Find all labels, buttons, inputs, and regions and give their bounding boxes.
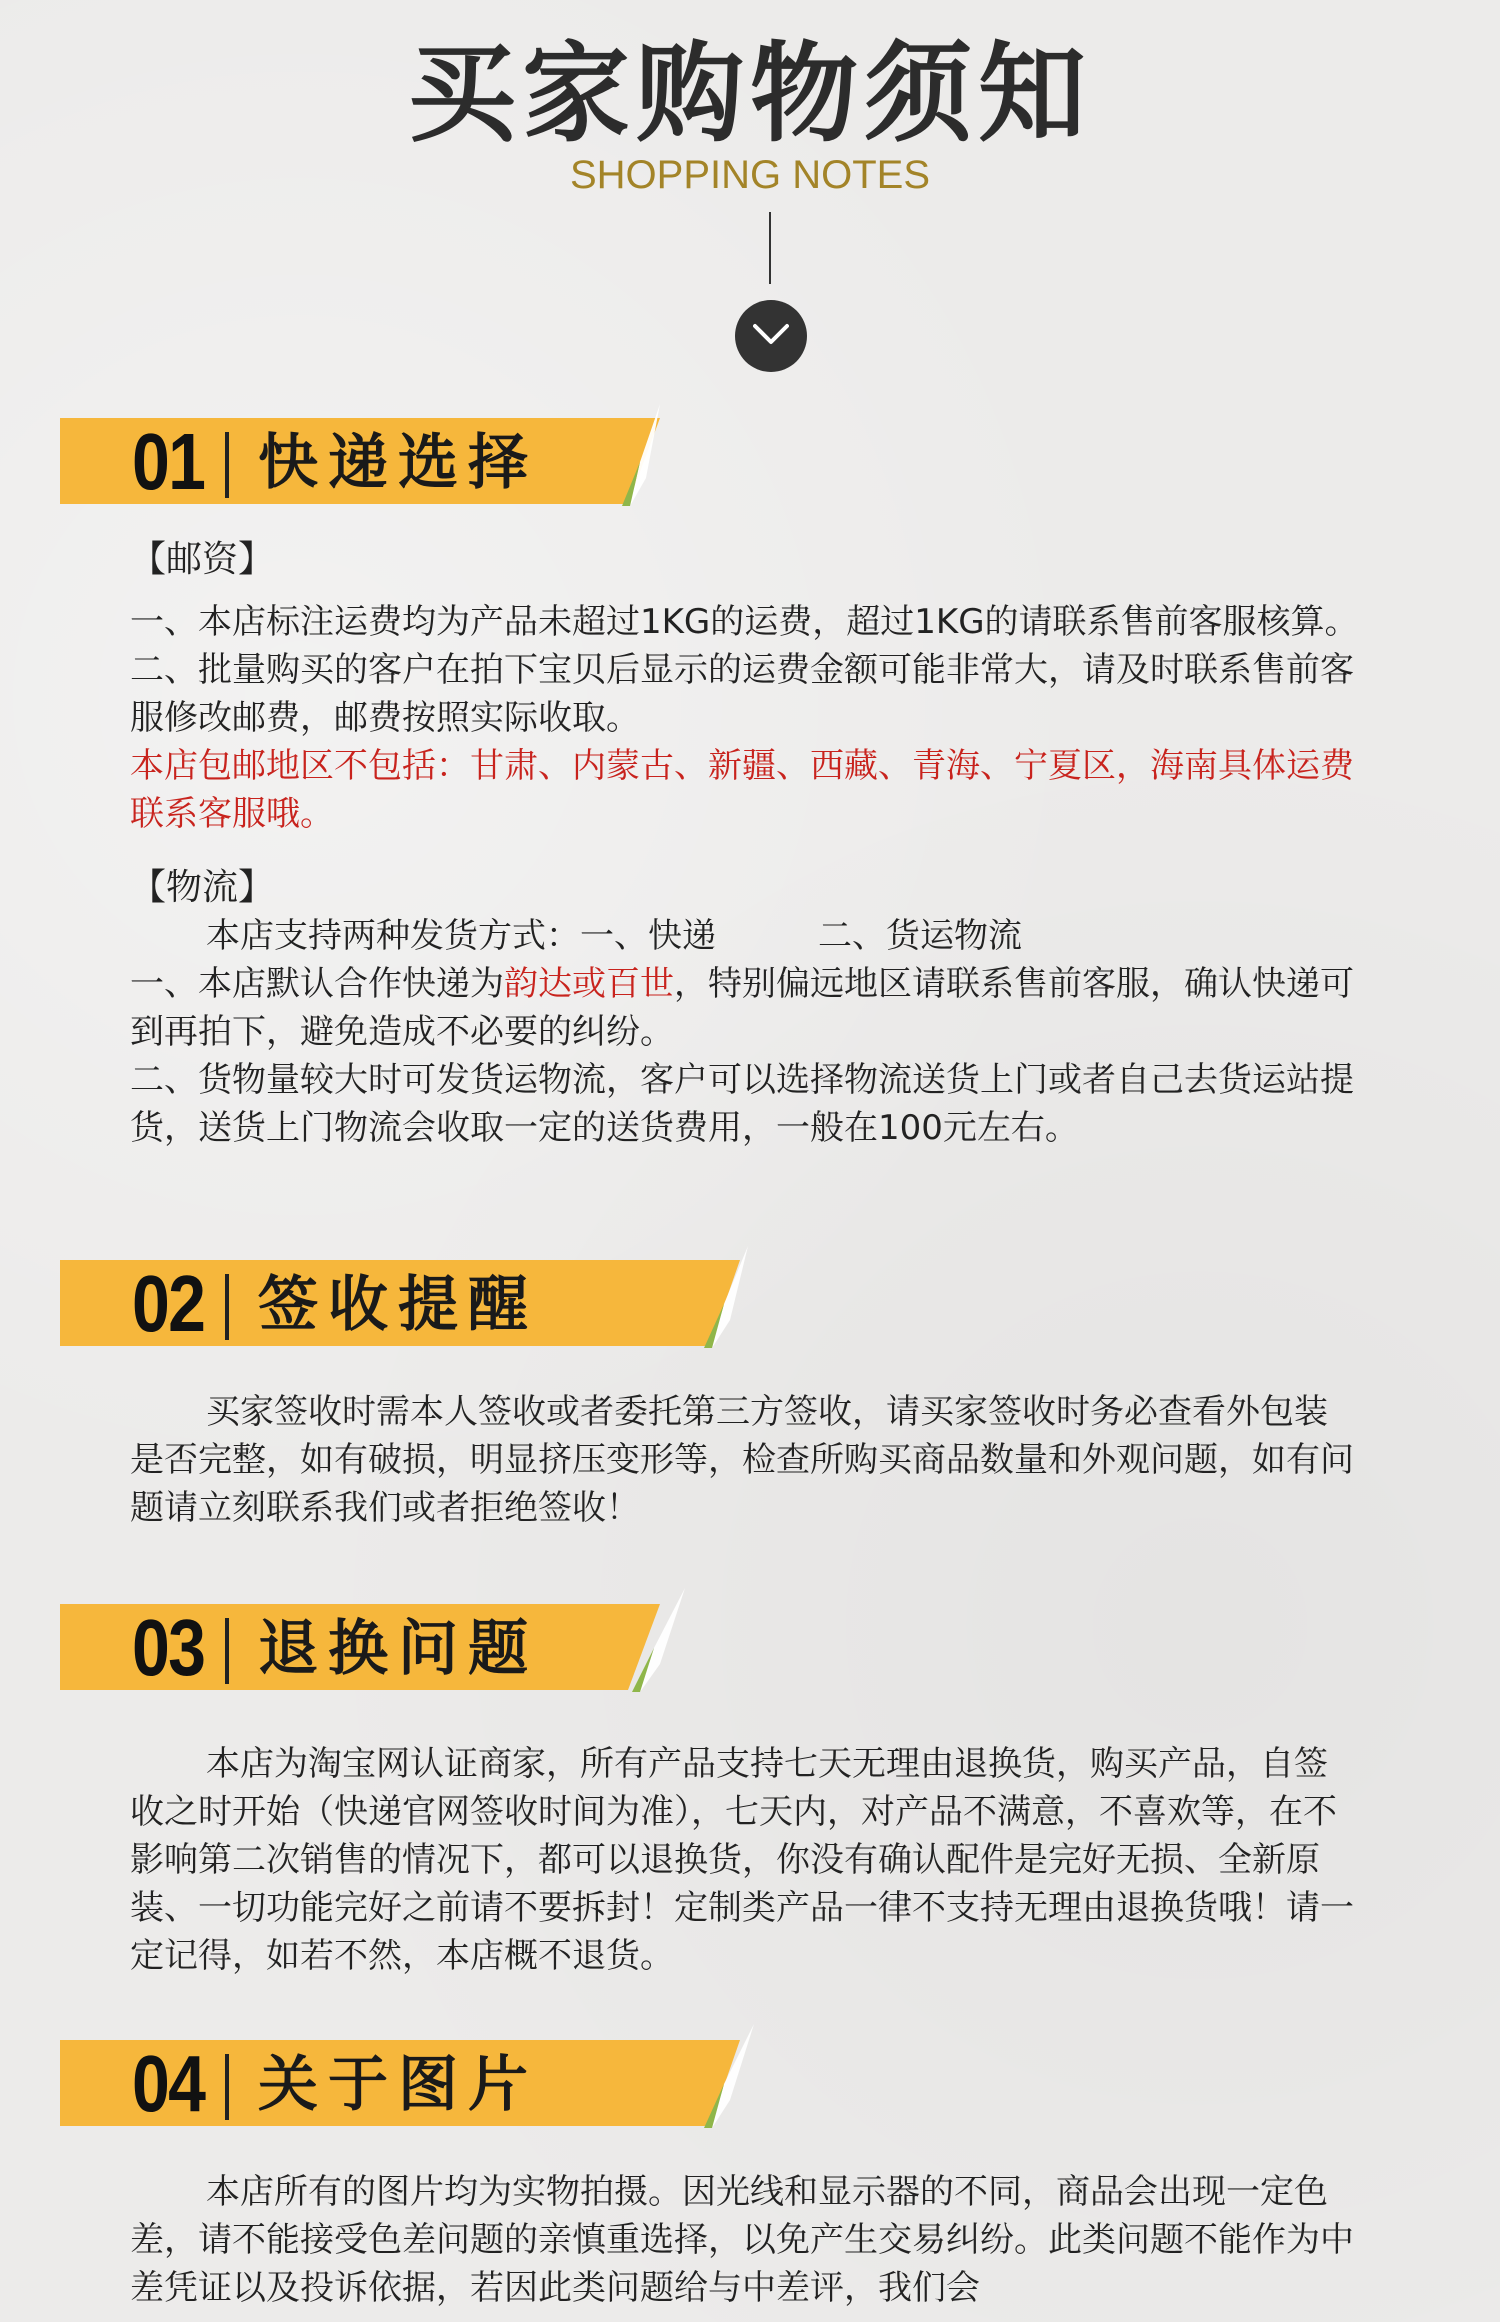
returns-text: 本店为淘宝网认证商家，所有产品支持七天无理由退换货，购买产品，自签收之时开始（快递官网签收时间为准），七天内，对产品不满意，不喜欢等，在不影响第二次销售的情况下，都可以退换货，你没有确认配件是完好无损、全新原装、一切功能完好之前请不要拆封！定制类产品一律不支持无理由退换货哦！请一定记得，如若不然，本店概不退货。 (130, 1744, 1354, 1976)
postage-line-2: 二、批量购买的客户在拍下宝贝后显示的运费金额可能非常大，请及时联系售前客服修改邮费，邮费按照实际收取。 (130, 650, 1354, 738)
section-number: 02 (132, 1259, 205, 1348)
chevron-down-icon (753, 322, 789, 348)
section-title: 签收提醒 (258, 1270, 538, 1340)
free-shipping-note: 本店包邮地区不包括：甘肃、内蒙古、新疆、西藏、青海、宁夏区，海南具体运费联系客服哦。 (130, 746, 1354, 834)
courier-names: 韵达或百世 (504, 964, 674, 1004)
section-03-body (130, 1740, 1360, 1980)
section-divider (225, 2054, 229, 2120)
section-01-header (0, 398, 780, 518)
logistics-intro: 本店支持两种发货方式：一、快递 二、货运物流 (206, 916, 1022, 956)
section-04-body (130, 2168, 1360, 2312)
logistics-line-1-post: ，特别偏远地区请联系售前客服，确认快递可到再拍下，避免造成不必要的纠纷。 (130, 964, 1354, 1052)
section-number: 03 (132, 1603, 205, 1692)
postage-line-1: 一、本店标注运费均为产品未超过1KG的运费，超过1KG的请联系售前客服核算。 (130, 602, 1359, 642)
section-04-header (0, 2020, 780, 2140)
photos-text: 本店所有的图片均为实物拍摄。因光线和显示器的不同，商品会出现一定色差，请不能接受色差问题的亲慎重选择，以免产生交易纠纷。此类问题不能作为中差凭证以及投诉依据，若因此类问题给与中差评，我们会 (130, 2172, 1354, 2308)
section-title: 快递选择 (258, 428, 538, 498)
signing-text: 买家签收时需本人签收或者委托第三方签收，请买家签收时务必查看外包装是否完整，如有破损，明显挤压变形等，检查所购买商品数量和外观问题，如有问题请立刻联系我们或者拒绝签收！ (130, 1392, 1354, 1528)
page-subtitle: SHOPPING NOTES (569, 153, 931, 197)
logistics-heading: 【物流】 (130, 867, 275, 908)
postage-heading: 【邮资】 (130, 539, 275, 580)
section-title: 退换问题 (258, 1614, 538, 1684)
logistics-line-2: 二、货物量较大时可发货运物流，客户可以选择物流送货上门或者自己去货运站提货，送货上门物流会收取一定的送货费用，一般在100元左右。 (130, 1060, 1354, 1148)
section-number: 04 (132, 2039, 205, 2128)
section-divider (225, 1274, 229, 1340)
page-header (0, 0, 1500, 390)
logistics-line-1-pre: 一、本店默认合作快递为 (130, 964, 504, 1004)
section-title: 关于图片 (258, 2050, 538, 2120)
page-title: 买家购物须知 (407, 32, 1092, 157)
section-divider (225, 1618, 229, 1684)
section-divider (225, 432, 229, 498)
section-02-header (0, 1240, 780, 1360)
section-01-body (130, 536, 1360, 1152)
divider-line (769, 212, 771, 284)
logistics-line-1 (130, 960, 1360, 1056)
section-02-body (130, 1388, 1360, 1532)
section-number: 01 (132, 417, 205, 506)
scroll-down-button[interactable] (735, 300, 807, 372)
section-03-header (0, 1584, 780, 1704)
